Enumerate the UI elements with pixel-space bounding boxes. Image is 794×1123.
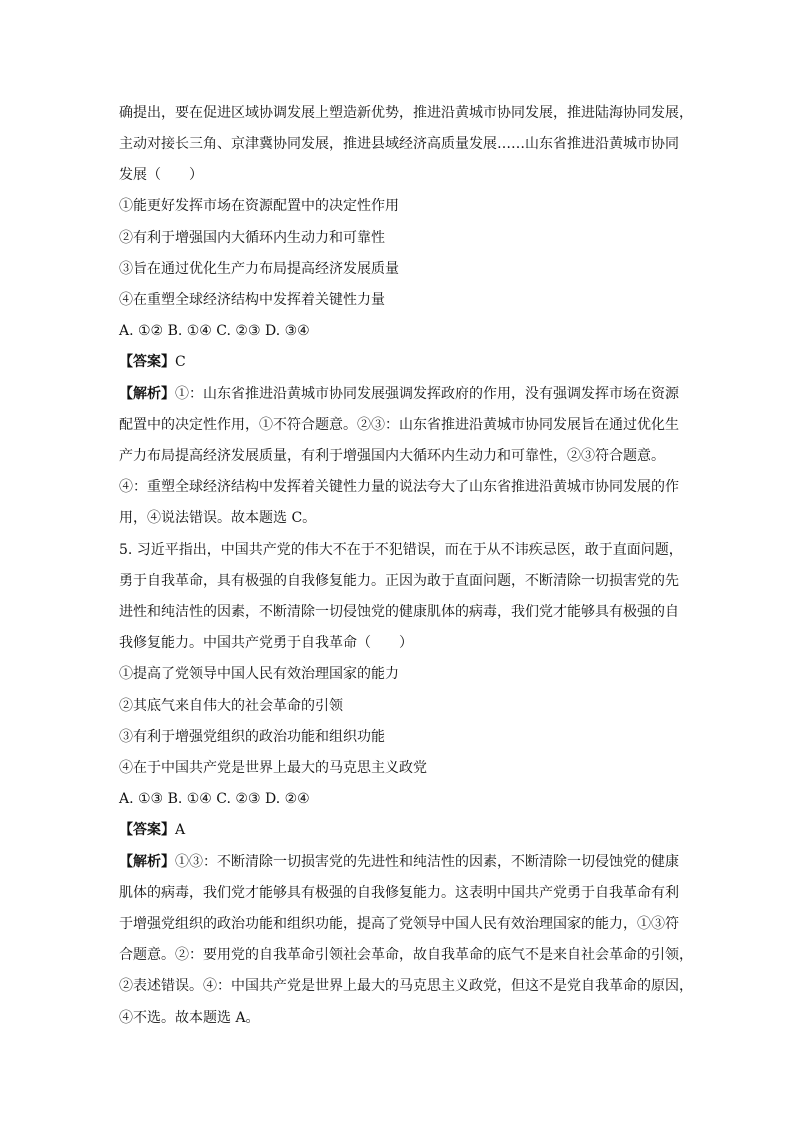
analysis-label: 【解析】 [119, 854, 175, 870]
answer-label: 【答案】 [119, 822, 175, 838]
q5-analysis-line: ②表述错误。④：中国共产党是世界上最大的马克思主义政党，但这不是党自我革命的原因， [119, 978, 693, 994]
q5-option: ②其底气来自伟大的社会革命的引领 [119, 698, 343, 714]
answer-value: A [175, 822, 186, 838]
analysis-label: 【解析】 [119, 386, 175, 402]
q4-stem-line: 主动对接长三角、京津冀协同发展，推进县域经济高质量发展……山东省推进沿黄城市协同 [119, 136, 679, 152]
q4-option: ①能更好发挥市场在资源配置中的决定性作用 [119, 198, 399, 214]
q5-stem-line: 我修复能力。中国共产党勇于自我革命（ ） [119, 635, 413, 651]
q5-option: ③有利于增强党组织的政治功能和组织功能 [119, 729, 385, 745]
q4-analysis-line: ④：重塑全球经济结构中发挥着关键性力量的说法夸大了山东省推进沿黄城市协同发展的作 [119, 479, 679, 495]
q5-analysis-line: 合题意。②：要用党的自我革命引领社会革命，故自我革命的底气不是来自社会革命的引领， [119, 947, 693, 963]
q5-answer [119, 820, 699, 840]
q4-analysis-line [119, 384, 699, 404]
answer-label: 【答案】 [119, 354, 175, 370]
answer-value: C [175, 354, 186, 370]
q5-choices: A. ①③ B. ①④ C. ②③ D. ②④ [119, 791, 310, 807]
q5-option: ①提高了党领导中国人民有效治理国家的能力 [119, 666, 399, 682]
q4-choices: A. ①② B. ①④ C. ②③ D. ③④ [119, 323, 310, 339]
q5-analysis-line: 肌体的病毒，我们党才能够具有极强的自我修复能力。这表明中国共产党勇于自我革命有利 [119, 885, 679, 901]
q4-analysis-line: 用，④说法错误。故本题选 C。 [119, 510, 317, 526]
q5-stem-line: 勇于自我革命，具有极强的自我修复能力。正因为敢于直面问题，不断清除一切损害党的先 [119, 573, 679, 589]
q5-analysis-line: ④不选。故本题选 A。 [119, 1010, 260, 1026]
q4-analysis-line: 配置中的决定性作用，①不符合题意。②③：山东省推进沿黄城市协同发展旨在通过优化生 [119, 417, 679, 433]
q4-option: ③旨在通过优化生产力布局提高经济发展质量 [119, 261, 399, 277]
analysis-text: ①③：不断清除一切损害党的先进性和纯洁性的因素，不断清除一切侵蚀党的健康 [175, 854, 679, 870]
q4-option: ④在重塑全球经济结构中发挥着关键性力量 [119, 292, 385, 308]
q4-analysis-line: 产力布局提高经济发展质量，有利于增强国内大循环内生动力和可靠性，②③符合题意。 [119, 448, 665, 464]
q5-analysis-line [119, 852, 699, 872]
q4-answer [119, 352, 699, 372]
q4-stem-line: 发展（ ） [119, 167, 203, 183]
q5-analysis-line: 于增强党组织的政治功能和组织功能，提高了党领导中国人民有效治理国家的能力，①③符 [119, 916, 679, 932]
q5-option: ④在于中国共产党是世界上最大的马克思主义政党 [119, 760, 427, 776]
q4-stem-line: 确提出，要在促进区域协调发展上塑造新优势，推进沿黄城市协同发展，推进陆海协同发展， [119, 105, 693, 121]
q4-option: ②有利于增强国内大循环内生动力和可靠性 [119, 230, 385, 246]
q5-stem-line: 5. 习近平指出，中国共产党的伟大不在于不犯错误，而在于从不讳疾忌医，敢于直面问题， [119, 542, 683, 558]
q5-stem-line: 进性和纯洁性的因素，不断清除一切侵蚀党的健康肌体的病毒，我们党才能够具有极强的自 [119, 604, 679, 620]
analysis-text: ①：山东省推进沿黄城市协同发展强调发挥政府的作用，没有强调发挥市场在资源 [175, 386, 679, 402]
